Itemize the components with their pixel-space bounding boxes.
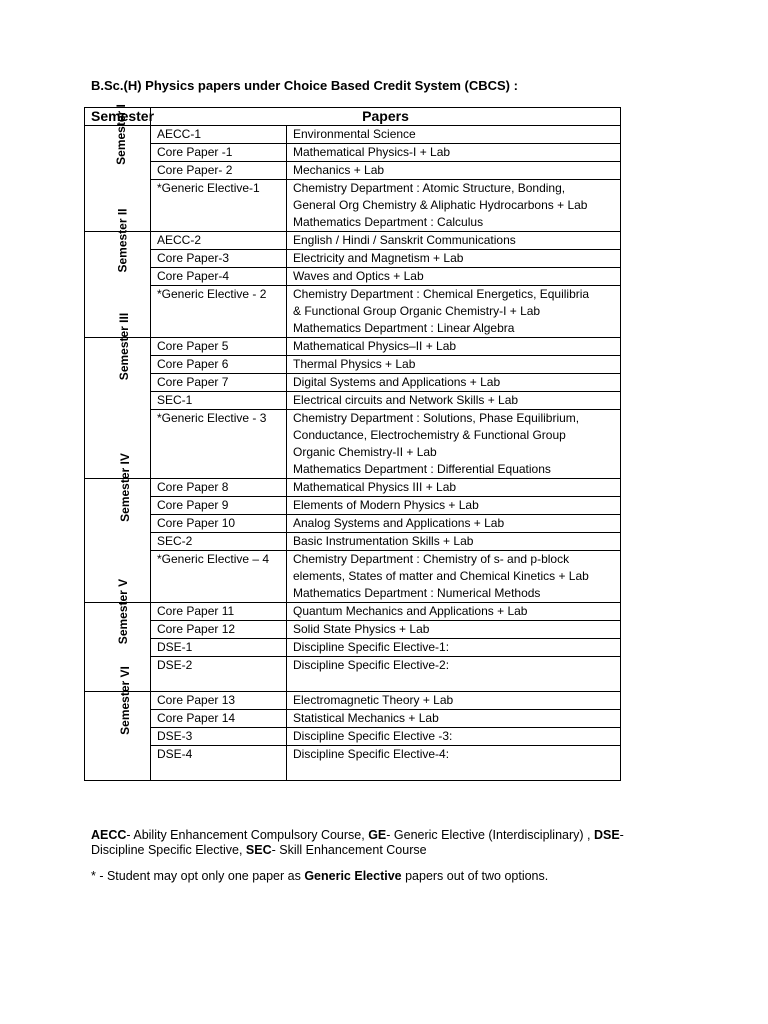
paper-title-cell [287, 162, 621, 180]
paper-title-cell [287, 126, 621, 144]
paper-title-cell [287, 746, 621, 781]
paper-title-cell [287, 374, 621, 392]
paper-title-cell [287, 603, 621, 621]
paper-code-cell: Core Paper 9 [151, 497, 287, 515]
paper-title-line: Discipline Specific Elective-2: [293, 658, 450, 672]
table-row [85, 710, 621, 728]
paper-title-cell [287, 250, 621, 268]
paper-title-cell [287, 533, 621, 551]
paper-code-cell: *Generic Elective - 2 [151, 286, 287, 338]
paper-code-cell: Core Paper 14 [151, 710, 287, 728]
paper-code-cell: SEC-1 [151, 392, 287, 410]
paper-title-line: Organic Chemistry-II + Lab [293, 445, 437, 459]
paper-code-cell: *Generic Elective-1 [151, 180, 287, 232]
legend-dse-text: - Discipline Specific Elective, [91, 828, 624, 857]
paper-title-line: Waves and Optics + Lab [293, 269, 424, 283]
legend-ge-text: - Generic Elective (Interdisciplinary) , [386, 828, 594, 842]
table-header-row [85, 108, 621, 126]
paper-title-line: Mathematics Department : Numerical Methods [293, 586, 541, 600]
paper-title-line: Mathematical Physics–II + Lab [293, 339, 457, 353]
table-row [85, 692, 621, 710]
paper-title-line: General Org Chemistry & Aliphatic Hydrocarbons + Lab [293, 198, 588, 212]
paper-title-line: Statistical Mechanics + Lab [293, 711, 439, 725]
paper-title-line: Solid State Physics + Lab [293, 622, 430, 636]
table-row [85, 338, 621, 356]
paper-code-cell: *Generic Elective - 3 [151, 410, 287, 479]
paper-code-cell: AECC-1 [151, 126, 287, 144]
paper-title-cell [287, 515, 621, 533]
paper-title-line: Digital Systems and Applications + Lab [293, 375, 501, 389]
paper-title-line: Conductance, Electrochemistry & Functional Group [293, 428, 566, 442]
paper-title-line: elements, States of matter and Chemical Kinetics + Lab [293, 569, 589, 583]
paper-code-cell: Core Paper 10 [151, 515, 287, 533]
table-row [85, 268, 621, 286]
table-row [85, 639, 621, 657]
paper-title-cell [287, 232, 621, 250]
paper-title-line: Discipline Specific Elective -3: [293, 729, 453, 743]
paper-code-cell: Core Paper 13 [151, 692, 287, 710]
paper-title-line: Basic Instrumentation Skills + Lab [293, 534, 474, 548]
document-title: B.Sc.(H) Physics papers under Choice Based Credit System (CBCS) : [91, 78, 518, 93]
table-row [85, 286, 621, 338]
table-row [85, 728, 621, 746]
paper-title-line: & Functional Group Organic Chemistry-I + Lab [293, 304, 541, 318]
table-row [85, 515, 621, 533]
paper-title-cell [287, 692, 621, 710]
paper-title-line: Electricity and Magnetism + Lab [293, 251, 464, 265]
abbreviation-legend [91, 828, 651, 858]
papers-column-header: Papers [151, 108, 621, 126]
semester-label: Semester VI [117, 666, 132, 735]
paper-title-line: Discipline Specific Elective-4: [293, 747, 450, 761]
paper-title-cell [287, 286, 621, 338]
paper-title-line: Mechanics + Lab [293, 163, 385, 177]
paper-code-cell: AECC-2 [151, 232, 287, 250]
note-emphasis: Generic Elective [304, 869, 402, 883]
table-row [85, 374, 621, 392]
paper-code-cell: Core Paper 6 [151, 356, 287, 374]
paper-code-cell: DSE-4 [151, 746, 287, 781]
table-row [85, 410, 621, 479]
paper-title-line: Mathematics Department : Calculus [293, 215, 484, 229]
semester-label: Semester V [116, 578, 131, 645]
semester-label: Semester I [113, 104, 128, 165]
papers-table [84, 104, 621, 781]
paper-code-cell: Core Paper 12 [151, 621, 287, 639]
paper-code-cell: *Generic Elective – 4 [151, 551, 287, 603]
paper-title-line: Electrical circuits and Network Skills + Lab [293, 393, 519, 407]
table-row [85, 603, 621, 621]
paper-code-cell: DSE-3 [151, 728, 287, 746]
paper-title-cell [287, 144, 621, 162]
semester-label: Semester II [115, 208, 130, 273]
semester-column-header: Semester [85, 108, 151, 126]
note-suffix: papers out of two options. [401, 869, 549, 883]
paper-title-line [293, 763, 614, 780]
table-row [85, 232, 621, 250]
table-row [85, 657, 621, 692]
legend-aecc-text: - Ability Enhancement Compulsory Course, [126, 828, 369, 842]
paper-title-cell [287, 710, 621, 728]
paper-title-cell [287, 338, 621, 356]
legend-sec-text: - Skill Enhancement Course [271, 843, 427, 857]
paper-title-cell [287, 728, 621, 746]
table-row [85, 533, 621, 551]
table-row [85, 144, 621, 162]
table-row [85, 250, 621, 268]
paper-title-line: Discipline Specific Elective-1: [293, 640, 450, 654]
paper-title-line: Elements of Modern Physics + Lab [293, 498, 479, 512]
paper-title-line: Chemistry Department : Chemistry of s- and p-block [293, 552, 570, 566]
paper-code-cell: Core Paper -1 [151, 144, 287, 162]
paper-title-cell [287, 410, 621, 479]
table-row [85, 180, 621, 232]
table-row [85, 497, 621, 515]
paper-title-line: Chemistry Department : Atomic Structure, Bonding, [293, 181, 566, 195]
table-row [85, 551, 621, 603]
legend-aecc-abbr: AECC [91, 828, 127, 842]
semester-cell [85, 666, 151, 781]
table-row [85, 126, 621, 144]
paper-title-line: Chemistry Department : Solutions, Phase Equilibrium, [293, 411, 580, 425]
paper-code-cell: Core Paper-3 [151, 250, 287, 268]
paper-code-cell: DSE-2 [151, 657, 287, 692]
table-row [85, 162, 621, 180]
note-prefix: * - Student may opt only one paper as [91, 869, 305, 883]
paper-title-line: Mathematical Physics-I + Lab [293, 145, 451, 159]
paper-title-cell [287, 392, 621, 410]
paper-title-cell [287, 180, 621, 232]
generic-elective-note [91, 869, 548, 883]
paper-code-cell: Core Paper 11 [151, 603, 287, 621]
paper-title-line: Mathematics Department : Differential Equations [293, 462, 551, 476]
paper-code-cell: Core Paper-4 [151, 268, 287, 286]
table-row [85, 356, 621, 374]
paper-title-cell [287, 621, 621, 639]
paper-title-line: English / Hindi / Sanskrit Communications [293, 233, 516, 247]
paper-title-line [293, 674, 614, 691]
paper-title-line: Electromagnetic Theory + Lab [293, 693, 454, 707]
paper-title-line: Thermal Physics + Lab [293, 357, 416, 371]
paper-code-cell: Core Paper 5 [151, 338, 287, 356]
legend-ge-abbr: GE [368, 828, 387, 842]
table-row [85, 746, 621, 781]
paper-code-cell: DSE-1 [151, 639, 287, 657]
paper-title-cell [287, 639, 621, 657]
legend-sec-abbr: SEC [245, 843, 272, 857]
paper-title-cell [287, 268, 621, 286]
semester-label: Semester III [117, 312, 132, 381]
paper-title-line: Quantum Mechanics and Applications + Lab [293, 604, 528, 618]
paper-title-line: Analog Systems and Applications + Lab [293, 516, 505, 530]
table-row [85, 392, 621, 410]
paper-code-cell: SEC-2 [151, 533, 287, 551]
paper-code-cell: Core Paper- 2 [151, 162, 287, 180]
paper-code-cell: Core Paper 7 [151, 374, 287, 392]
paper-code-cell: Core Paper 8 [151, 479, 287, 497]
paper-title-line: Chemistry Department : Chemical Energetics, Equilibria [293, 287, 590, 301]
table-row [85, 621, 621, 639]
paper-title-cell [287, 551, 621, 603]
table-row [85, 479, 621, 497]
paper-title-line: Environmental Science [293, 127, 416, 141]
paper-title-line: Mathematical Physics III + Lab [293, 480, 457, 494]
legend-dse-abbr: DSE [593, 828, 620, 842]
semester-label: Semester IV [117, 453, 132, 522]
paper-title-cell [287, 657, 621, 692]
paper-title-line: Mathematics Department : Linear Algebra [293, 321, 515, 335]
paper-title-cell [287, 479, 621, 497]
paper-title-cell [287, 497, 621, 515]
paper-title-cell [287, 356, 621, 374]
